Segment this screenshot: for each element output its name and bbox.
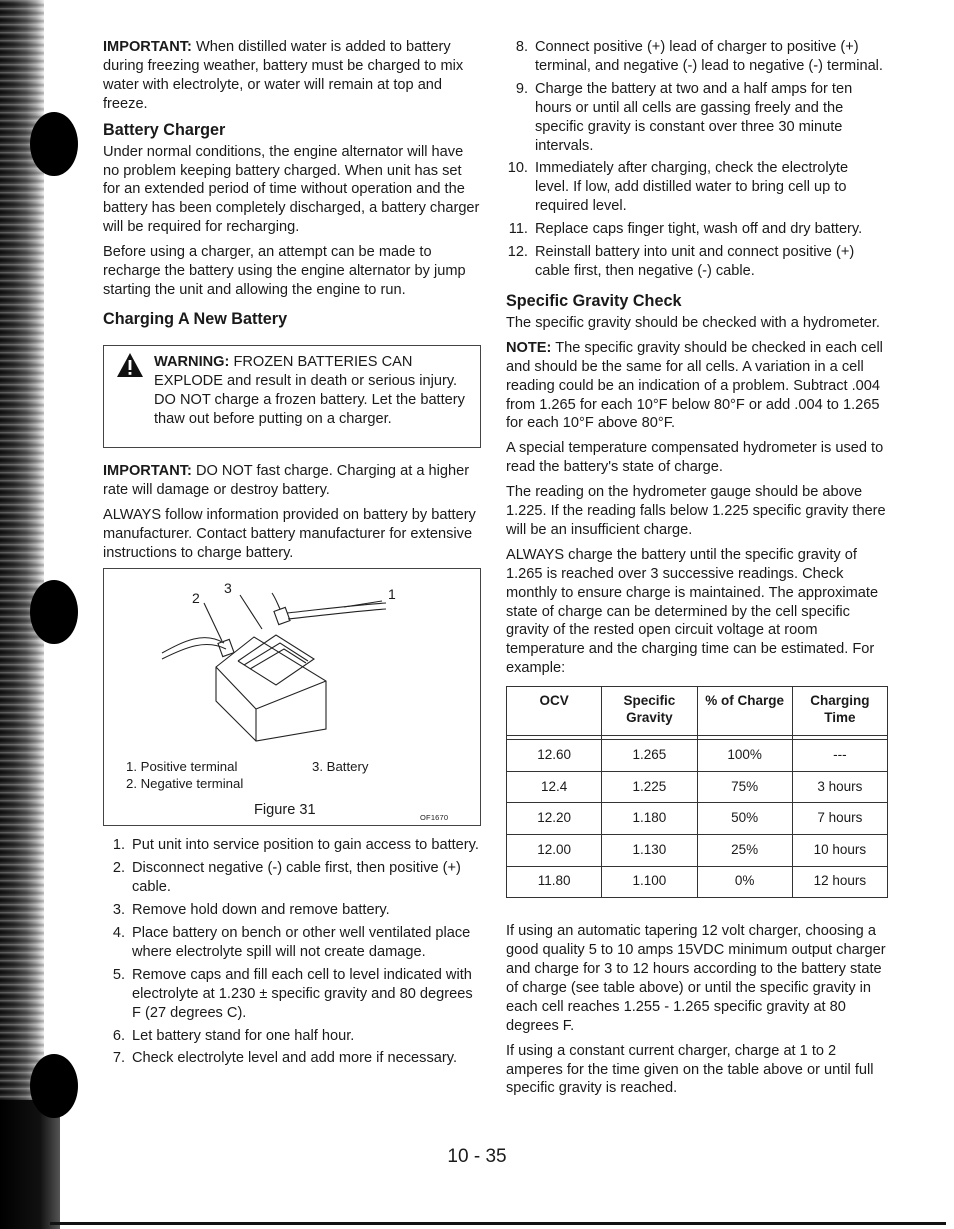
step-3: 3. Remove hold down and remove battery. bbox=[112, 902, 390, 919]
legend-positive-terminal: 1. Positive terminal bbox=[126, 759, 238, 775]
warning-text-1 bbox=[154, 353, 468, 391]
battery-charger-paragraph-2: Before using a charger, an attempt can be made to recharge the battery using the engine alternator by jump starting the unit and allowing the engine to run. bbox=[103, 244, 466, 298]
step-9: 9. Charge the battery at two and a half amps for ten hours or until all cells are gassing freely and the specific gravity is constant over three 30 minute intervals. bbox=[515, 80, 853, 154]
step-7: 7. Check electrolyte level and add more if necessary. bbox=[112, 1050, 458, 1067]
warning-box bbox=[103, 345, 481, 448]
warning-triangle-icon bbox=[116, 352, 144, 378]
step-1: 1. Put unit into service position to gain access to battery. bbox=[112, 837, 479, 854]
sg-paragraph-2: A special temperature compensated hydrometer is used to read the battery's state of charge. bbox=[506, 440, 884, 476]
important-label: IMPORTANT: bbox=[103, 39, 192, 55]
battery-charger-paragraph-1: Under normal conditions, the engine alternator will have no problem keeping battery charged. When unit has set for an extended period of time without operation and the battery has been completely discharged, a battery charger will be required for recharging. bbox=[103, 143, 480, 236]
step-12: 12. Reinstall battery into unit and connect positive (+) cable first, then negative (-) cable. bbox=[507, 244, 855, 279]
state-of-charge-table bbox=[506, 686, 888, 898]
figure-caption: Figure 31 bbox=[254, 802, 316, 819]
note-label: NOTE: bbox=[506, 339, 552, 356]
constant-current-paragraph: If using a constant current charger, charge at 1 to 2 amperes for the time given on the table above or until full specific gravity is reached. bbox=[506, 1042, 874, 1097]
important-note-freezing bbox=[103, 38, 481, 114]
table-row: 12.00 1.130 25% 10 hours bbox=[507, 834, 888, 866]
step-11: 11. Replace caps finger tight, wash off and dry battery. bbox=[508, 221, 863, 238]
sg-paragraph-1: The specific gravity should be checked with a hydrometer. bbox=[506, 314, 880, 331]
note-paragraph bbox=[506, 339, 886, 434]
legend-battery: 3. Battery bbox=[312, 759, 369, 775]
step-10: 10. Immediately after charging, check the electrolyte level. If low, add distilled water to bring cell up to required level. bbox=[507, 160, 849, 215]
warning-label: WARNING: bbox=[154, 353, 230, 370]
left-column bbox=[103, 38, 481, 1072]
figure-31 bbox=[103, 568, 481, 826]
callout-3: 3 bbox=[224, 580, 232, 597]
punch-hole-middle bbox=[30, 580, 78, 644]
header-specific-gravity: Specific Gravity bbox=[602, 687, 697, 736]
note-text: The specific gravity should be checked in each cell and should be the same for all cells. A variation in a cell reading could be an indication of a problem. Subtract .004 from 1.265 for each 10°F below 80°F or add .004 to 1.265 for each 10°F above 80°F. bbox=[506, 339, 883, 432]
page-number: 10 - 35 bbox=[447, 1146, 507, 1167]
step-6: 6. Let battery stand for one half hour. bbox=[112, 1027, 355, 1044]
table-header-row bbox=[507, 687, 888, 736]
punch-hole-top bbox=[30, 112, 78, 176]
callout-1: 1 bbox=[388, 586, 396, 603]
step-8: 8. Connect positive (+) lead of charger to positive (+) terminal, and negative (-) lead to negative (-) terminal. bbox=[515, 39, 883, 74]
table-row: 12.4 1.225 75% 3 hours bbox=[507, 771, 888, 803]
warning-message: FROZEN BATTERIES CAN EXPLODE and result in death or serious injury. bbox=[154, 353, 458, 389]
table-row: 11.80 1.100 0% 12 hours bbox=[507, 866, 888, 898]
table-row: 12.60 1.265 100% --- bbox=[507, 740, 888, 772]
steps-list-right bbox=[506, 38, 886, 281]
always-follow-paragraph: ALWAYS follow information provided on battery by battery manufacturer. Contact battery manufacturer for extensive instructions to charge battery. bbox=[103, 506, 476, 561]
header-ocv: OCV bbox=[507, 687, 602, 736]
callout-2: 2 bbox=[192, 590, 200, 607]
important-text-2: DO NOT fast charge. Charging at a higher rate will damage or destroy battery. bbox=[103, 462, 470, 498]
sg-paragraph-3: The reading on the hydrometer gauge should be above 1.225. If the reading falls below 1.225 specific gravity there will be an insufficient charge. bbox=[506, 484, 886, 538]
important-label-2: IMPORTANT: bbox=[103, 462, 192, 479]
heading-specific-gravity-check: Specific Gravity Check bbox=[506, 291, 682, 310]
important-text: When distilled water is added to battery during freezing weather, battery must be charged to mix water with electrolyte, or water will remain at top and freeze. bbox=[103, 39, 464, 112]
step-5: 5. Remove caps and fill each cell to level indicated with electrolyte at 1.230 ± specific gravity and 80 degrees F (27 degrees C). bbox=[112, 966, 473, 1021]
table-row: 12.20 1.180 50% 7 hours bbox=[507, 803, 888, 835]
steps-list-left bbox=[103, 836, 481, 1068]
heading-charging-new-battery: Charging A New Battery bbox=[103, 309, 288, 328]
warning-text-2: DO NOT charge a frozen battery. Let the battery thaw out before putting on a charger. bbox=[154, 391, 465, 427]
important-note-fast-charge bbox=[103, 462, 481, 500]
legend-negative-terminal: 2. Negative terminal bbox=[126, 776, 244, 792]
page-bottom-rule bbox=[50, 1222, 946, 1225]
automatic-charger-paragraph: If using an automatic tapering 12 volt charger, choosing a good quality 5 to 10 amps 15VDC minimum output charger and charge for 3 to 12 hours according to the battery state of charge (see table above) or until the specific gravity in each cell reaches 1.255 - 1.265 specific gravity at 80 degrees F. bbox=[506, 923, 886, 1034]
sg-paragraph-4: ALWAYS charge the battery until the specific gravity of 1.265 is reached over 3 successive readings. Check monthly to ensure charge is maintained. The approximate state of charge can be determined by the cell specific gravity of the rested open circuit voltage at room temperature and the charging time can be estimated. For example: bbox=[506, 546, 879, 677]
header-percent-charge: % of Charge bbox=[697, 687, 792, 736]
heading-battery-charger: Battery Charger bbox=[103, 120, 226, 139]
figure-code: OF1670 bbox=[420, 813, 449, 823]
right-column bbox=[506, 38, 886, 1104]
step-4: 4. Place battery on bench or other well ventilated place where electrolyte spill will not create damage. bbox=[112, 925, 471, 960]
step-2: 2. Disconnect negative (-) cable first, then positive (+) cable. bbox=[112, 860, 461, 896]
punch-hole-bottom bbox=[30, 1054, 78, 1118]
header-charging-time: Charging Time bbox=[792, 687, 887, 736]
